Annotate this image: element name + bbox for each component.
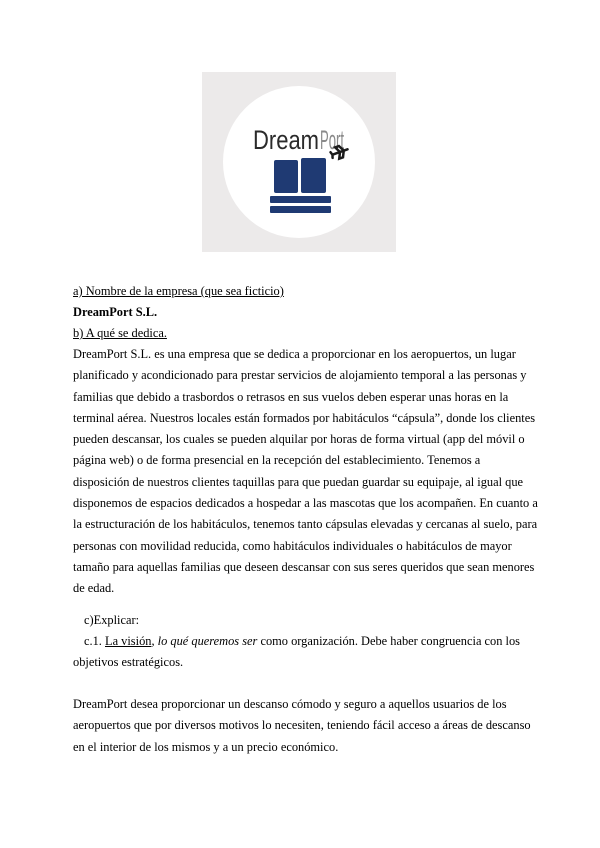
paragraph-line: DreamPort S.L. es una empresa que se dedica a proporcionar en los aeropuertos, un lugar: [73, 347, 516, 361]
paragraph-line: pueden descansar, los cuales se pueden alquilar por horas de forma virtual (app del móvil o: [73, 432, 525, 447]
section-c1: [84, 631, 534, 652]
logo-graphic: [202, 72, 396, 252]
section-b-heading: b) A qué se dedica.: [73, 326, 167, 340]
vision-link: La visión: [105, 634, 152, 648]
paragraph-line: disponemos de espacios dedicados a hospedar a las mascotas que los acompañen. En cuanto a: [73, 496, 538, 511]
c1-line2: objetivos estratégicos.: [73, 655, 184, 669]
c1-prefix: c.1.: [84, 634, 105, 648]
paragraph-line: disposición de nuestros clientes taquillas para que puedan guardar su equipaje, al igual que: [73, 474, 524, 489]
paragraph-line: página web) o de forma presencial en la recepción del establecimiento. Tenemos a: [73, 453, 481, 468]
section-b-paragraph: [73, 344, 538, 600]
paragraph-line: planificado y acondicionado para prestar servicios de alojamiento temporal a las personas y: [73, 368, 527, 383]
logo-circle: [223, 86, 375, 238]
section-a-heading: a) Nombre de la empresa (que sea ficticio): [73, 284, 284, 298]
paragraph-line: familias que debido a trasbordos o retrasos en sus vuelos deben esperar unas horas en la: [73, 389, 509, 404]
paragraph-line: tamaño para aquellas familias que deseen descansar con sus seres queridos que sean menores: [73, 559, 535, 574]
paragraph-line: en el interior de los mismos y a un precio económico.: [73, 739, 339, 754]
c1-line: [84, 631, 534, 652]
paragraph-line: la estructuración de los habitáculos, tenemos tanto cápsulas elevadas y cercanas al suelo, para: [73, 517, 538, 532]
paragraph-line: terminal aérea. Nuestros locales están formados por habitáculos “cápsula”, donde los clientes: [73, 410, 536, 425]
paragraph-line: de edad.: [73, 581, 115, 596]
paragraph-line: DreamPort desea proporcionar un descanso cómodo y seguro a aquellos usuarios de los: [73, 697, 507, 711]
c1-rest: como organización. Debe haber congruencia con los: [257, 634, 520, 648]
paragraph-line: personas con movilidad reducida, como habitáculos individuales o habitáculos de mayor: [73, 538, 512, 553]
c1-comma: ,: [151, 634, 158, 648]
paragraph-line: aeropuertos que por diversos motivos lo necesiten, teniendo fácil acceso a áreas de descanso: [73, 718, 531, 733]
company-logo: [202, 72, 396, 252]
section-c-heading: c)Explicar:: [84, 613, 140, 627]
c1-italic: lo qué queremos ser: [157, 634, 258, 648]
company-name: DreamPort S.L.: [73, 305, 158, 319]
vision-paragraph: [73, 694, 533, 758]
logo-text-port: Port: [320, 125, 345, 155]
logo-text-dream: Dream: [253, 125, 319, 155]
